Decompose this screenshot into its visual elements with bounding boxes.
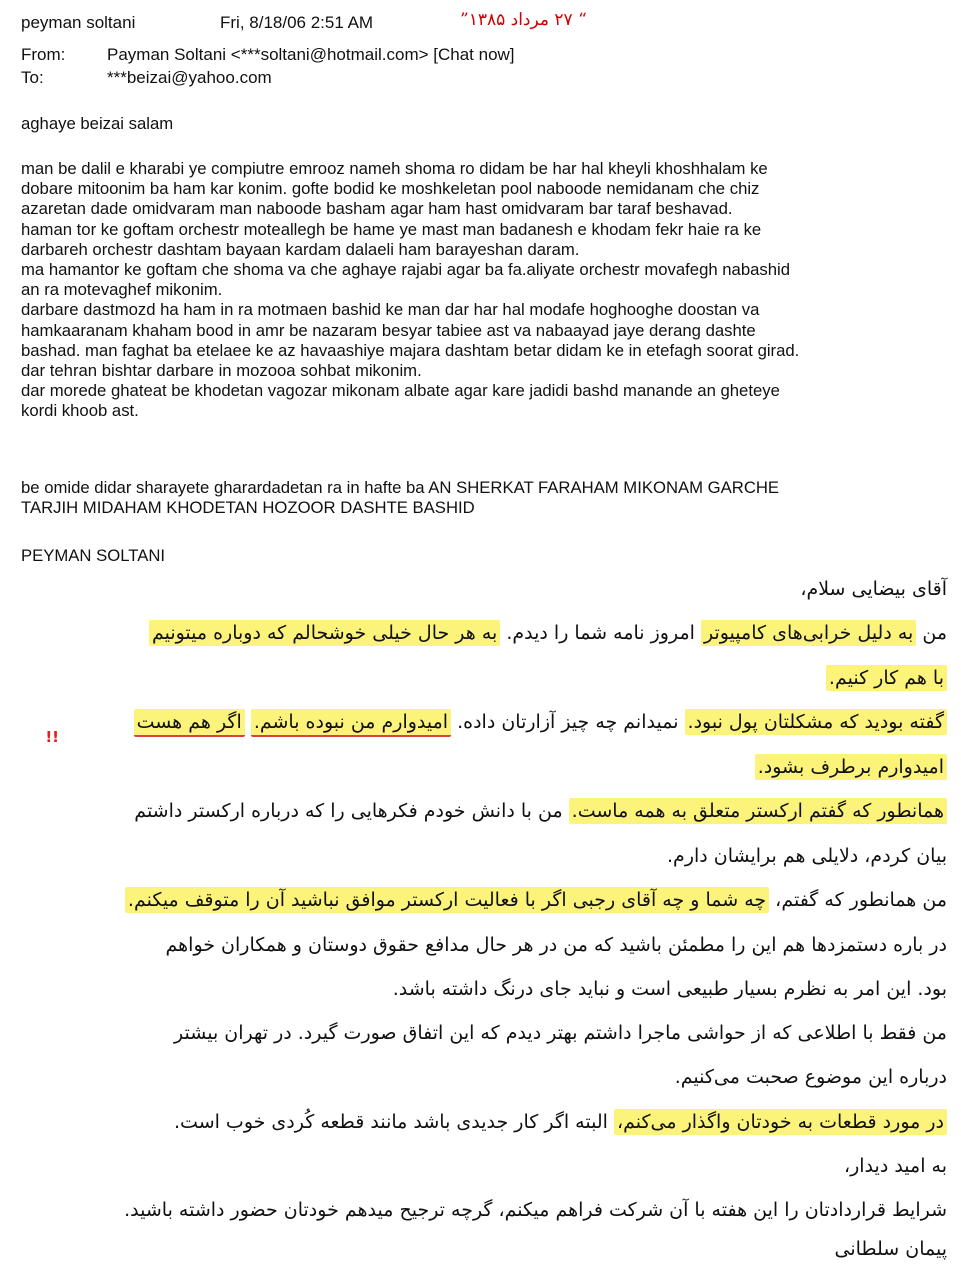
persian-text: من همانطور که گفتم، — [769, 889, 947, 911]
from-value[interactable]: Payman Soltani <***soltani@hotmail.com> [Chat now] — [107, 45, 515, 64]
persian-translation — [22, 0, 947, 1271]
to-value[interactable]: ***beizai@yahoo.com — [107, 68, 272, 87]
body-line: kordi khoob ast. — [21, 401, 139, 421]
persian-text: بیان کردم، دلایلی هم برایشان دارم. — [667, 845, 947, 867]
persian-line — [667, 845, 947, 867]
highlighted-text: به هر حال خیلی خوشحالم که دوباره میتونیم — [149, 620, 500, 646]
highlighted-text: با هم کار کنیم. — [826, 665, 947, 691]
to-label: To: — [21, 68, 44, 87]
persian-line — [134, 711, 947, 733]
persian-text: امروز نامه شما را دیدم. — [500, 622, 701, 644]
sender-name: peyman soltani — [21, 13, 136, 32]
persian-line — [125, 889, 947, 911]
underlined-highlighted-text: اگر هم هست — [134, 709, 245, 737]
persian-signature — [835, 1238, 948, 1260]
signature-text: PEYMAN SOLTANI — [21, 546, 166, 565]
persian-line — [149, 622, 947, 644]
persian-line — [844, 1155, 947, 1177]
persian-text: به امید دیدار، — [843, 1155, 947, 1177]
highlighted-text: چه شما و چه آقای رجبی اگر با فعالیت ارکستر موافق نباشید آن را متوقف میکنم. — [125, 887, 769, 913]
persian-line — [826, 667, 947, 689]
persian-text: نمیدانم چه چیز آزارتان داده. — [451, 711, 685, 733]
body-line: azaretan dade omidvaram man naboode basham agar ham hast omidvaram bar taraf beshavad. — [21, 199, 733, 219]
body-line: dobare mitoonim ba ham kar konim. gofte bodid ke moshkeletan pool naboode nemidanam che chiz — [21, 179, 760, 199]
body-line: dar tehran bishtar darbare in mozooa sohbat mikonim. — [21, 361, 422, 381]
body-line: hamkaaranam khaham bood in amr be nazaram besyar tabiee ast va nabaayad jaye derang dashte — [21, 320, 756, 340]
body-line: darbareh orchestr dashtam bayaan kardam dalaeli ham barayeshan daram. — [21, 239, 580, 259]
body-line: ma hamantor ke goftam che shoma va che aghaye rajabi agar ba fa.aliyate orchestr movafegh nabashid — [21, 260, 791, 280]
body-line: an ra motevaghef mikonim. — [21, 280, 223, 300]
persian-greeting — [800, 578, 947, 600]
persian-text: من با دانش خودم فکرهایی را که درباره ارکستر داشتم — [134, 800, 569, 822]
greeting-text: aghaye beizai salam — [21, 114, 174, 133]
persian-text: درباره این موضوع صحبت می‌کنیم. — [674, 1066, 947, 1088]
persian-date-note: “ ۲۷ مرداد ۱۳۸۵” — [460, 10, 587, 30]
underlined-highlighted-text: امیدوارم من نبوده باشم. — [251, 709, 451, 737]
body-line: dar morede ghateat be khodetan vagozar mikonam albate agar kare jadidi bashd manande an gheteye — [21, 381, 780, 401]
persian-text — [245, 711, 251, 733]
persian-line — [755, 756, 947, 778]
persian-text: من فقط با اطلاعی که از حواشی ماجرا داشتم بهتر دیدم که این اتفاق صورت گیرد. در تهران بیشتر — [174, 1022, 947, 1044]
persian-text: البته اگر کار جدیدی باشد مانند قطعه کُردی خوب است. — [174, 1111, 614, 1133]
body-line: bashad. man faghat ba etelaee ke az havaashiye majara dashtam betar didam ke in etefagh soorat girad. — [21, 340, 800, 360]
persian-text: بود. این امر به نظرم بسیار طبیعی است و نباید جای درنگ داشته باشد. — [392, 978, 947, 1000]
persian-line — [174, 1111, 947, 1133]
closing-line: be omide didar sharayete gharardadetan ra in hafte ba AN SHERKAT FARAHAM MIKONAM GARCHE — [21, 478, 780, 497]
body-line: man be dalil e kharabi ye compiutre emrooz nameh shoma ro didam be har hal kheyli khoshhalam ke — [21, 159, 768, 178]
highlighted-text: در مورد قطعات به خودتان واگذار می‌کنم، — [614, 1109, 947, 1135]
persian-text: شرایط قراردادتان را این هفته با آن شرکت فراهم میکنم، گرچه ترجیح میدهم خودتان حضور داشته باشید. — [124, 1199, 947, 1221]
persian-line — [134, 800, 947, 822]
persian-text: پیمان سلطانی — [834, 1238, 947, 1260]
persian-line — [174, 1022, 947, 1044]
highlighted-text: امیدوارم برطرف بشود. — [755, 754, 947, 780]
highlighted-text: گفته بودید که مشکلتان پول نبود. — [685, 709, 947, 735]
email-date: Fri, 8/18/06 2:51 AM — [220, 13, 374, 32]
persian-line — [393, 978, 947, 1000]
persian-text: من — [916, 622, 947, 644]
persian-line — [166, 934, 948, 956]
highlighted-text: به دلیل خرابی‌های کامپیوتر — [701, 620, 916, 646]
closing-line: TARJIH MIDAHAM KHODETAN HOZOOR DASHTE BASHID — [21, 498, 475, 518]
highlighted-text: همانطور که گفتم ارکستر متعلق به همه ماست. — [569, 798, 947, 824]
persian-line — [675, 1066, 947, 1088]
exclamation-mark: !! — [45, 728, 59, 746]
persian-text: آقای بیضایی سلام، — [800, 578, 947, 600]
persian-line — [124, 1199, 947, 1221]
body-line: darbare dastmozd ha ham in ra motmaen bashid ke man dar har hal modafe hoghooghe doostan va — [21, 300, 760, 320]
persian-text: در باره دستمزدها هم این را مطمئن باشید که من در هر حال مدافع حقوق دوستان و همکاران خواهم — [165, 934, 947, 956]
body-line: haman tor ke goftam orchestr moteallegh be hame ye mast man badanesh e khodam fekr haie ra ke — [21, 219, 762, 239]
from-label: From: — [21, 45, 66, 64]
